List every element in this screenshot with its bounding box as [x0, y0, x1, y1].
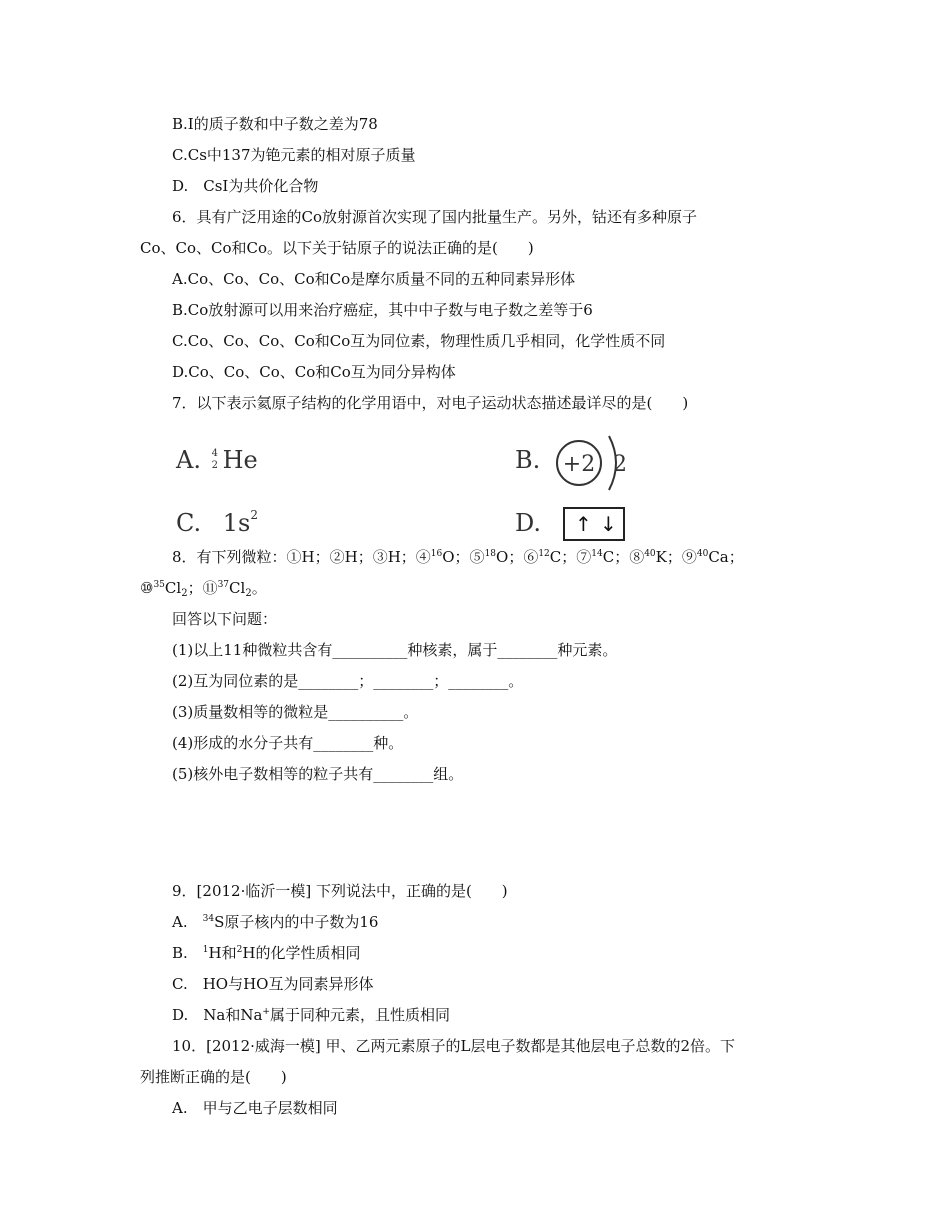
q6-stem-line2: Co、Co、Co和Co。以下关于钴原子的说法正确的是( ) [140, 239, 534, 257]
q5-option-d: D. CsI为共价化合物 [172, 177, 319, 195]
q6-option-d: D.Co、Co、Co、Co和Co互为同分异构体 [172, 363, 456, 381]
q8-stem-line2: $⑩^{35}Cl_2$；$⑪^{37}Cl_2$。 [140, 579, 267, 599]
q8-stem-line1: 8．有下列微粒：①H；②H；③H；④$^{16}$O；⑤$^{18}$O；⑥$^{12}$C；⑦$^{14}$C；⑧$^{40}$K；⑨$^{40}$Ca； [172, 548, 744, 566]
q6-stem-line1: 6．具有广泛用途的Co放射源首次实现了国内批量生产。另外，钴还有多种原子 [172, 208, 698, 226]
element-symbol: He [222, 446, 258, 474]
q9-option-c: C. HO与HO互为同素异形体 [172, 975, 374, 993]
q7-stem: 7．以下表示氦原子结构的化学用语中，对电子运动状态描述最详尽的是( ) [172, 394, 689, 412]
q7-option-c [176, 509, 258, 537]
config-exponent: 2 [250, 508, 259, 522]
q6-option-c: C.Co、Co、Co、Co和Co互为同位素，物理性质几乎相同，化学性质不同 [172, 332, 666, 350]
option-letter: D. [515, 509, 542, 537]
q8-part-3: (3)质量数相等的微粒是__________。 [172, 703, 419, 721]
q9-option-b: B. $^1$H和$^2$H的化学性质相同 [172, 944, 361, 962]
option-letter: C. [176, 509, 202, 537]
q6-option-b: B.Co放射源可以用来治疗癌症，其中中子数与电子数之差等于6 [172, 301, 593, 319]
nuclear-charge: +2 [562, 452, 596, 477]
nuclide-notation [209, 447, 223, 477]
q6-option-a: A.Co、Co、Co、Co和Co是摩尔质量不同的五种同素异形体 [172, 270, 576, 288]
q9-option-a: A. $^{34}$S原子核内的中子数为16 [172, 913, 379, 931]
electron-configuration: 1s [222, 509, 251, 537]
option-letter: A. [176, 446, 201, 474]
option-letter: B. [515, 446, 541, 474]
q7-option-d [515, 509, 541, 537]
q7-option-b [515, 446, 540, 474]
spin-up-arrow: ↑ [575, 512, 592, 536]
q10-option-a: A. 甲与乙电子层数相同 [172, 1099, 338, 1117]
q5-option-b: B.I的质子数和中子数之差为78 [172, 115, 378, 133]
q10-stem-line1: 10．[2012·威海一模] 甲、乙两元素原子的L层电子数都是其他层电子总数的2倍。下 [172, 1037, 736, 1055]
q8-part-4: (4)形成的水分子共有________种。 [172, 734, 404, 752]
orbital-box [563, 507, 625, 541]
atomic-structure-diagram [553, 432, 633, 494]
q10-stem-line2: 列推断正确的是( ) [140, 1068, 287, 1086]
spin-down-arrow: ↓ [600, 512, 617, 536]
q7-option-a [176, 446, 258, 477]
shell-electron-count: 2 [613, 452, 627, 477]
q9-option-d: D. Na和Na+属于同种元素，且性质相同 [172, 1006, 450, 1024]
q9-stem: 9．[2012·临沂一模] 下列说法中，正确的是( ) [172, 882, 508, 900]
atomic-number: 2 [211, 459, 218, 471]
q8-part-2: (2)互为同位素的是________；________；________。 [172, 672, 524, 690]
mass-number: 4 [211, 447, 218, 459]
q8-part-1: (1)以上11种微粒共含有__________种核素，属于________种元素。 [172, 641, 618, 659]
q8-part-5: (5)核外电子数相等的粒子共有________组。 [172, 765, 464, 783]
q8-prompt: 回答以下问题： [172, 610, 278, 628]
q5-option-c: C.Cs中137为铯元素的相对原子质量 [172, 146, 416, 164]
